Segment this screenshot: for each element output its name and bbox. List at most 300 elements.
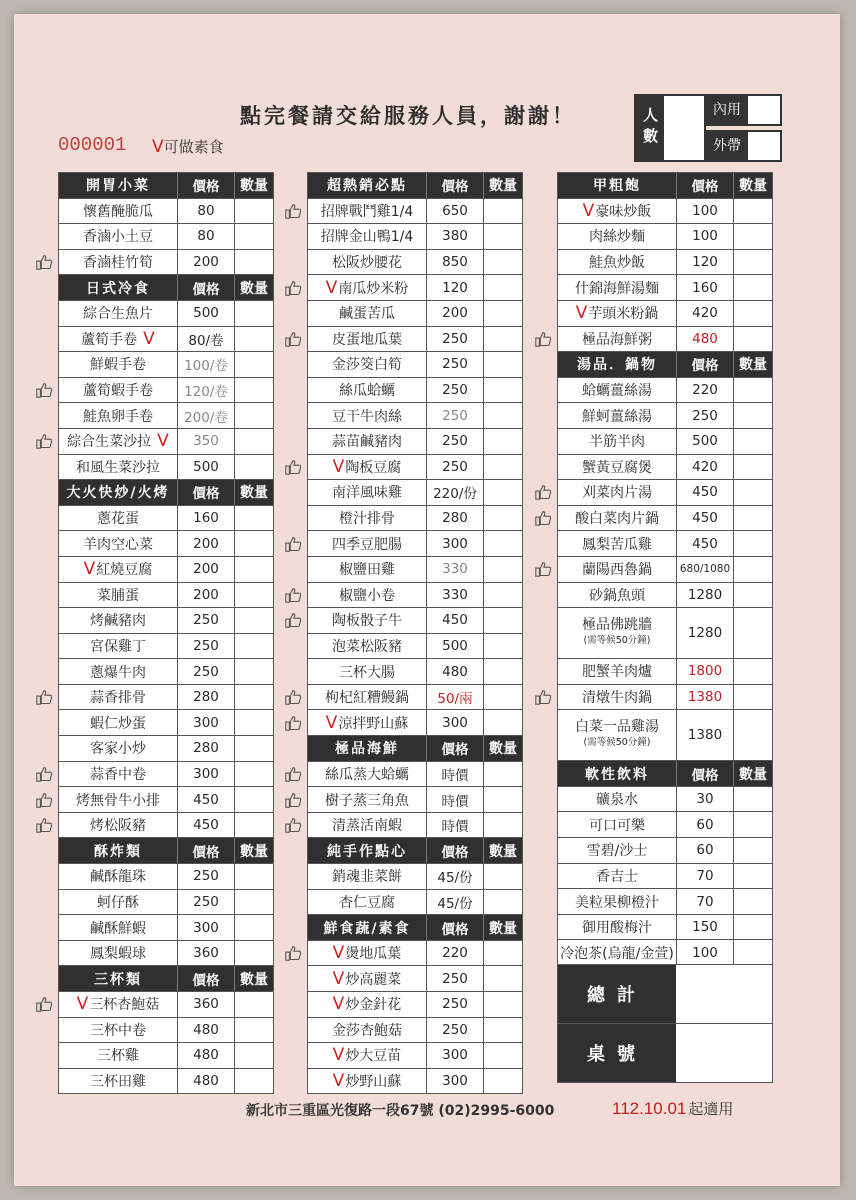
quantity-input[interactable] (484, 352, 522, 377)
thumbs-up-icon (534, 688, 554, 706)
menu-item-row (308, 890, 522, 916)
dine-in-checkbox[interactable] (704, 94, 782, 126)
menu-item-name: 蒜苗鹹豬肉 (308, 429, 427, 454)
menu-item-price: 220/份 (427, 480, 484, 505)
menu-item-name: 蝦仁炒蛋 (59, 710, 178, 735)
quantity-input[interactable] (484, 583, 522, 608)
menu-item-row (59, 915, 273, 941)
menu-item-name: 絲瓜蒸大蛤蠣 (308, 762, 427, 787)
quantity-input[interactable] (484, 813, 522, 838)
menu-item-name: 蟹黃豆腐煲 (558, 455, 677, 480)
vegetarian-mark: V (582, 200, 595, 221)
menu-item-row (59, 531, 273, 557)
menu-item-price: 250 (178, 890, 235, 915)
quantity-input[interactable] (734, 583, 772, 608)
menu-item-row (59, 1069, 273, 1094)
quantity-input[interactable] (484, 531, 522, 556)
menu-item-price: 100 (677, 224, 734, 249)
section-header (59, 838, 273, 864)
quantity-input[interactable] (235, 301, 273, 326)
vegetarian-mark: V (325, 712, 338, 733)
quantity-input[interactable] (734, 940, 772, 965)
menu-item-row (59, 378, 273, 404)
thumbs-up-icon (534, 560, 554, 578)
menu-item-price: 420 (677, 455, 734, 480)
quantity-input[interactable] (235, 1043, 273, 1068)
menu-item-row (59, 685, 273, 711)
menu-item-name: 美粒果柳橙汁 (558, 889, 677, 914)
thumbs-up-icon (35, 688, 55, 706)
takeout-label: 外帶 (706, 132, 748, 160)
quantity-input[interactable] (484, 1043, 522, 1068)
menu-item-price: 時價 (427, 787, 484, 812)
menu-item-row (558, 889, 772, 915)
total-row[interactable] (558, 965, 772, 1024)
menu-item-price: 100 (677, 940, 734, 965)
menu-item-row (59, 403, 273, 429)
menu-item-name: V 炒野山蘇 (308, 1069, 427, 1094)
menu-item-price: 350 (178, 429, 235, 454)
quantity-input[interactable] (734, 403, 772, 428)
menu-item-price: 250 (677, 403, 734, 428)
quantity-input[interactable] (235, 992, 273, 1017)
effective-date (612, 1098, 733, 1119)
quantity-input[interactable] (484, 1069, 522, 1094)
price-column-label: 價格 (178, 966, 235, 991)
menu-item-row (558, 531, 772, 557)
menu-item-price: 1380 (677, 685, 734, 710)
thumbs-up-icon (35, 253, 55, 271)
quantity-input[interactable] (734, 531, 772, 556)
quantity-input[interactable] (235, 429, 273, 454)
quantity-input[interactable] (734, 506, 772, 531)
menu-item-row (558, 787, 772, 813)
quantity-input[interactable] (734, 275, 772, 300)
menu-item-name: 鹹酥龍珠 (59, 864, 178, 889)
menu-item-price: 280 (178, 685, 235, 710)
thumbs-up-icon (284, 330, 304, 348)
quantity-input[interactable] (235, 583, 273, 608)
menu-item-price: 480 (677, 327, 734, 352)
quantity-input[interactable] (235, 685, 273, 710)
menu-item-row (308, 583, 522, 609)
quantity-column-label: 數量 (739, 357, 767, 374)
menu-item-price: 時價 (427, 813, 484, 838)
menu-item-price: 450 (427, 608, 484, 633)
menu-item-price: 45/份 (427, 864, 484, 889)
menu-item-price: 480 (178, 1043, 235, 1068)
section-title: 鮮食蔬/素食 (308, 915, 427, 940)
quantity-input[interactable] (235, 762, 273, 787)
menu-item-price: 330 (427, 583, 484, 608)
price-column-label: 價格 (178, 480, 235, 505)
quantity-column-label: 數量 (240, 485, 268, 502)
price-column-label: 價格 (178, 838, 235, 863)
menu-item-row (558, 710, 772, 761)
quantity-input[interactable] (235, 250, 273, 275)
quantity-input[interactable] (484, 455, 522, 480)
quantity-input[interactable] (484, 301, 522, 326)
quantity-input[interactable] (484, 1018, 522, 1043)
page-title: 點完餐請交給服務人員，謝謝！ (240, 104, 576, 128)
quantity-input[interactable] (484, 864, 522, 889)
menu-item-name: 羊肉空心菜 (59, 531, 178, 556)
section-header (59, 480, 273, 506)
menu-item-name: 蘭陽西魯鍋 (558, 557, 677, 582)
menu-item-row (558, 915, 772, 941)
quantity-input[interactable] (734, 455, 772, 480)
quantity-input[interactable] (734, 327, 772, 352)
thumbs-up-icon (284, 586, 304, 604)
menu-item-price: 80/卷 (178, 327, 235, 352)
menu-item-price: 450 (677, 480, 734, 505)
table-number-row[interactable] (558, 1024, 772, 1082)
quantity-input[interactable] (235, 915, 273, 940)
quantity-input[interactable] (235, 506, 273, 531)
quantity-input[interactable] (484, 608, 522, 633)
menu-item-name: 清燉牛肉鍋 (558, 685, 677, 710)
quantity-input[interactable] (235, 710, 273, 735)
menu-item-name: 金莎杏鮑菇 (308, 1018, 427, 1043)
menu-item-name: 清蒸活南蝦 (308, 813, 427, 838)
thumbs-up-icon (35, 381, 55, 399)
vegetarian-mark: V (143, 328, 155, 349)
quantity-input[interactable] (235, 941, 273, 966)
menu-item-row (308, 429, 522, 455)
quantity-input[interactable] (484, 634, 522, 659)
price-column-label: 價格 (427, 173, 484, 198)
quantity-input[interactable] (734, 378, 772, 403)
quantity-input[interactable] (235, 352, 273, 377)
menu-item-name: 御用酸梅汁 (558, 915, 677, 940)
quantity-input[interactable] (484, 941, 522, 966)
vegetarian-mark: V (332, 456, 345, 477)
menu-item-name: 白菜一品雞湯 (需等候50分鐘) (558, 710, 677, 760)
quantity-input[interactable] (235, 890, 273, 915)
section-title: 湯品．鍋物 (558, 352, 677, 377)
vegetarian-mark: V (575, 303, 588, 324)
menu-item-price: 250 (178, 864, 235, 889)
menu-item-price: 500 (178, 455, 235, 480)
menu-item-price: 300 (427, 531, 484, 556)
menu-item-name: 宮保雞丁 (59, 634, 178, 659)
quantity-input[interactable] (734, 199, 772, 224)
menu-item-price: 360 (178, 941, 235, 966)
quantity-input[interactable] (484, 275, 522, 300)
quantity-input[interactable] (484, 762, 522, 787)
quantity-column-label: 數量 (240, 843, 268, 860)
menu-item-price: 70 (677, 889, 734, 914)
menu-item-name: 鳳梨蝦球 (59, 941, 178, 966)
menu-item-price: 200 (178, 557, 235, 582)
menu-item-price: 250 (427, 378, 484, 403)
menu-item-row (558, 659, 772, 685)
quantity-input[interactable] (484, 710, 522, 735)
section-header (308, 173, 522, 199)
menu-item-price: 250 (427, 992, 484, 1017)
people-count-box[interactable] (634, 94, 706, 162)
vegetarian-mark: V (325, 277, 338, 298)
menu-item-price: 1800 (677, 659, 734, 684)
menu-item-name: 三杯大腸 (308, 659, 427, 684)
menu-item-row (308, 1043, 522, 1069)
quantity-input[interactable] (235, 224, 273, 249)
price-column-label: 價格 (178, 173, 235, 198)
quantity-input[interactable] (734, 659, 772, 684)
menu-item-name: V 南瓜炒米粉 (308, 275, 427, 300)
quantity-input[interactable] (484, 378, 522, 403)
menu-item-price: 680/1080 (677, 557, 734, 582)
menu-item-row (59, 583, 273, 609)
quantity-input[interactable] (484, 557, 522, 582)
quantity-input[interactable] (235, 1069, 273, 1094)
menu-item-price: 200 (178, 583, 235, 608)
menu-item-price: 100/卷 (178, 352, 235, 377)
thumbs-up-icon (35, 765, 55, 783)
menu-item-name: 松阪炒腰花 (308, 250, 427, 275)
section-header (558, 352, 772, 378)
thumbs-up-icon (35, 432, 55, 450)
thumbs-up-icon (284, 816, 304, 834)
quantity-input[interactable] (734, 787, 772, 812)
menu-item-price: 420 (677, 301, 734, 326)
totals-box (557, 964, 773, 1083)
quantity-input[interactable] (235, 378, 273, 403)
menu-item-row (59, 199, 273, 225)
quantity-column-label: 數量 (489, 920, 517, 937)
quantity-input[interactable] (484, 685, 522, 710)
quantity-input[interactable] (484, 224, 522, 249)
quantity-input[interactable] (734, 429, 772, 454)
quantity-input[interactable] (235, 864, 273, 889)
quantity-input[interactable] (235, 1018, 273, 1043)
vegetarian-mark: V (332, 1071, 345, 1092)
menu-item-price: 時價 (427, 762, 484, 787)
menu-item-name: V 陶板豆腐 (308, 455, 427, 480)
quantity-input[interactable] (484, 199, 522, 224)
menu-item-name: 烤無骨牛小排 (59, 787, 178, 812)
menu-item-row (558, 429, 772, 455)
menu-item-row (558, 608, 772, 659)
menu-item-price: 500 (677, 429, 734, 454)
menu-item-row (308, 710, 522, 736)
price-column-label: 價格 (427, 838, 484, 863)
menu-item-name: 金莎筊白筍 (308, 352, 427, 377)
quantity-input[interactable] (235, 787, 273, 812)
quantity-input[interactable] (235, 403, 273, 428)
menu-item-price: 150 (677, 915, 734, 940)
thumbs-up-icon (35, 791, 55, 809)
takeout-checkbox[interactable] (704, 130, 782, 162)
price-column-label: 價格 (677, 173, 734, 198)
menu-item-name: 極品佛跳牆 (需等候50分鐘) (558, 608, 677, 658)
quantity-input[interactable] (734, 889, 772, 914)
quantity-input[interactable] (734, 608, 772, 658)
thumbs-up-icon (284, 458, 304, 476)
menu-item-row (558, 301, 772, 327)
section-header (59, 966, 273, 992)
section-header (558, 761, 772, 787)
quantity-input[interactable] (235, 608, 273, 633)
menu-item-row (308, 327, 522, 353)
quantity-input[interactable] (734, 864, 772, 889)
menu-item-price: 250 (178, 634, 235, 659)
quantity-input[interactable] (235, 659, 273, 684)
menu-item-name: 肉絲炒麵 (558, 224, 677, 249)
menu-item-name: 雪碧/沙士 (558, 838, 677, 863)
menu-item-price: 200 (427, 301, 484, 326)
thumbs-up-icon (284, 944, 304, 962)
menu-item-row (308, 1069, 522, 1094)
menu-item-row (308, 403, 522, 429)
menu-item-row (558, 403, 772, 429)
menu-item-name: 什錦海鮮湯麵 (558, 275, 677, 300)
menu-item-row (558, 224, 772, 250)
quantity-input[interactable] (484, 659, 522, 684)
menu-item-row (558, 480, 772, 506)
menu-item-row (59, 634, 273, 660)
quantity-input[interactable] (734, 685, 772, 710)
menu-item-name: 陶板骰子牛 (308, 608, 427, 633)
quantity-input[interactable] (484, 506, 522, 531)
menu-item-price: 200 (178, 531, 235, 556)
menu-item-price: 850 (427, 250, 484, 275)
menu-item-row (308, 378, 522, 404)
quantity-input[interactable] (734, 710, 772, 760)
thumbs-up-icon (284, 202, 304, 220)
menu-item-row (59, 941, 273, 967)
order-serial-number: 000001 (58, 134, 127, 156)
quantity-input[interactable] (734, 557, 772, 582)
dine-in-label: 內用 (706, 96, 748, 124)
menu-item-row (59, 557, 273, 583)
dining-option (704, 94, 782, 158)
quantity-input[interactable] (235, 634, 273, 659)
menu-item-price: 160 (178, 506, 235, 531)
menu-item-row (308, 608, 522, 634)
thumbs-up-icon (284, 535, 304, 553)
quantity-input[interactable] (484, 966, 522, 991)
menu-item-name: V 三杯杏鮑菇 (59, 992, 178, 1017)
quantity-input[interactable] (734, 812, 772, 837)
menu-item-name: 鮮蚵薑絲湯 (558, 403, 677, 428)
quantity-input[interactable] (734, 301, 772, 326)
quantity-input[interactable] (235, 813, 273, 838)
menu-item-name: V 涼拌野山蘇 (308, 710, 427, 735)
quantity-input[interactable] (235, 455, 273, 480)
menu-item-row (558, 940, 772, 965)
menu-item-price: 480 (178, 1018, 235, 1043)
thumbs-up-icon (284, 688, 304, 706)
quantity-input[interactable] (235, 736, 273, 761)
quantity-input[interactable] (484, 250, 522, 275)
menu-item-price: 250 (427, 429, 484, 454)
menu-item-row (558, 864, 772, 890)
menu-item-name: 香滷小土豆 (59, 224, 178, 249)
thumbs-up-icon (534, 483, 554, 501)
menu-item-row (59, 1043, 273, 1069)
quantity-input[interactable] (235, 199, 273, 224)
menu-item-row (59, 608, 273, 634)
quantity-input[interactable] (734, 838, 772, 863)
thumbs-up-icon (35, 995, 55, 1013)
menu-item-row (308, 966, 522, 992)
menu-item-name: 招牌戰鬥雞1/4 (308, 199, 427, 224)
price-column-label: 價格 (427, 915, 484, 940)
menu-item-row (558, 506, 772, 532)
menu-item-row (59, 813, 273, 839)
quantity-input[interactable] (484, 327, 522, 352)
menu-item-name: 三杯雞 (59, 1043, 178, 1068)
quantity-input[interactable] (734, 480, 772, 505)
menu-item-price: 100 (677, 199, 734, 224)
menu-item-row (558, 378, 772, 404)
quantity-input[interactable] (734, 250, 772, 275)
quantity-input[interactable] (484, 992, 522, 1017)
thumbs-up-icon (35, 816, 55, 834)
menu-item-name: 絲瓜蛤蠣 (308, 378, 427, 403)
vegetarian-mark: V (76, 994, 89, 1015)
thumbs-up-icon (284, 611, 304, 629)
quantity-input[interactable] (484, 403, 522, 428)
menu-item-row (308, 557, 522, 583)
thumbs-up-icon (284, 714, 304, 732)
menu-item-name: 礦泉水 (558, 787, 677, 812)
menu-item-price: 280 (427, 506, 484, 531)
quantity-input[interactable] (734, 224, 772, 249)
effective-date-value: 112.10.01 (612, 1099, 687, 1118)
menu-item-price: 300 (178, 710, 235, 735)
quantity-input[interactable] (235, 327, 273, 352)
menu-item-row (308, 1018, 522, 1044)
menu-item-name: 蘆筍手卷 V (59, 327, 178, 352)
menu-item-name: 肥蟹羊肉爐 (558, 659, 677, 684)
menu-item-price: 300 (427, 710, 484, 735)
quantity-input[interactable] (484, 429, 522, 454)
menu-item-price: 450 (677, 531, 734, 556)
quantity-column-label: 數量 (489, 178, 517, 195)
quantity-input[interactable] (484, 787, 522, 812)
menu-item-name: V 紅燒豆腐 (59, 557, 178, 582)
section-header (308, 838, 522, 864)
section-header (59, 173, 273, 199)
quantity-input[interactable] (484, 480, 522, 505)
menu-item-row (308, 813, 522, 839)
menu-item-price: 200 (178, 250, 235, 275)
menu-item-row (558, 838, 772, 864)
menu-item-row (308, 352, 522, 378)
menu-item-name: 蔥花蛋 (59, 506, 178, 531)
quantity-input[interactable] (235, 531, 273, 556)
menu-item-row (308, 224, 522, 250)
quantity-input[interactable] (484, 890, 522, 915)
menu-item-price: 250 (178, 659, 235, 684)
menu-item-name: 冷泡茶(烏龍/金萱) (558, 940, 677, 965)
menu-item-row (59, 890, 273, 916)
menu-item-price: 220 (677, 378, 734, 403)
vegetarian-mark: V (332, 1045, 345, 1066)
menu-item-price: 450 (178, 787, 235, 812)
menu-item-name: 砂鍋魚頭 (558, 583, 677, 608)
quantity-input[interactable] (235, 557, 273, 582)
menu-item-price: 500 (427, 634, 484, 659)
quantity-input[interactable] (734, 915, 772, 940)
menu-item-name: 鮭魚炒飯 (558, 250, 677, 275)
menu-item-name: 鮭魚卵手卷 (59, 403, 178, 428)
menu-item-row (558, 275, 772, 301)
menu-item-price: 480 (427, 659, 484, 684)
menu-item-price: 1280 (677, 583, 734, 608)
